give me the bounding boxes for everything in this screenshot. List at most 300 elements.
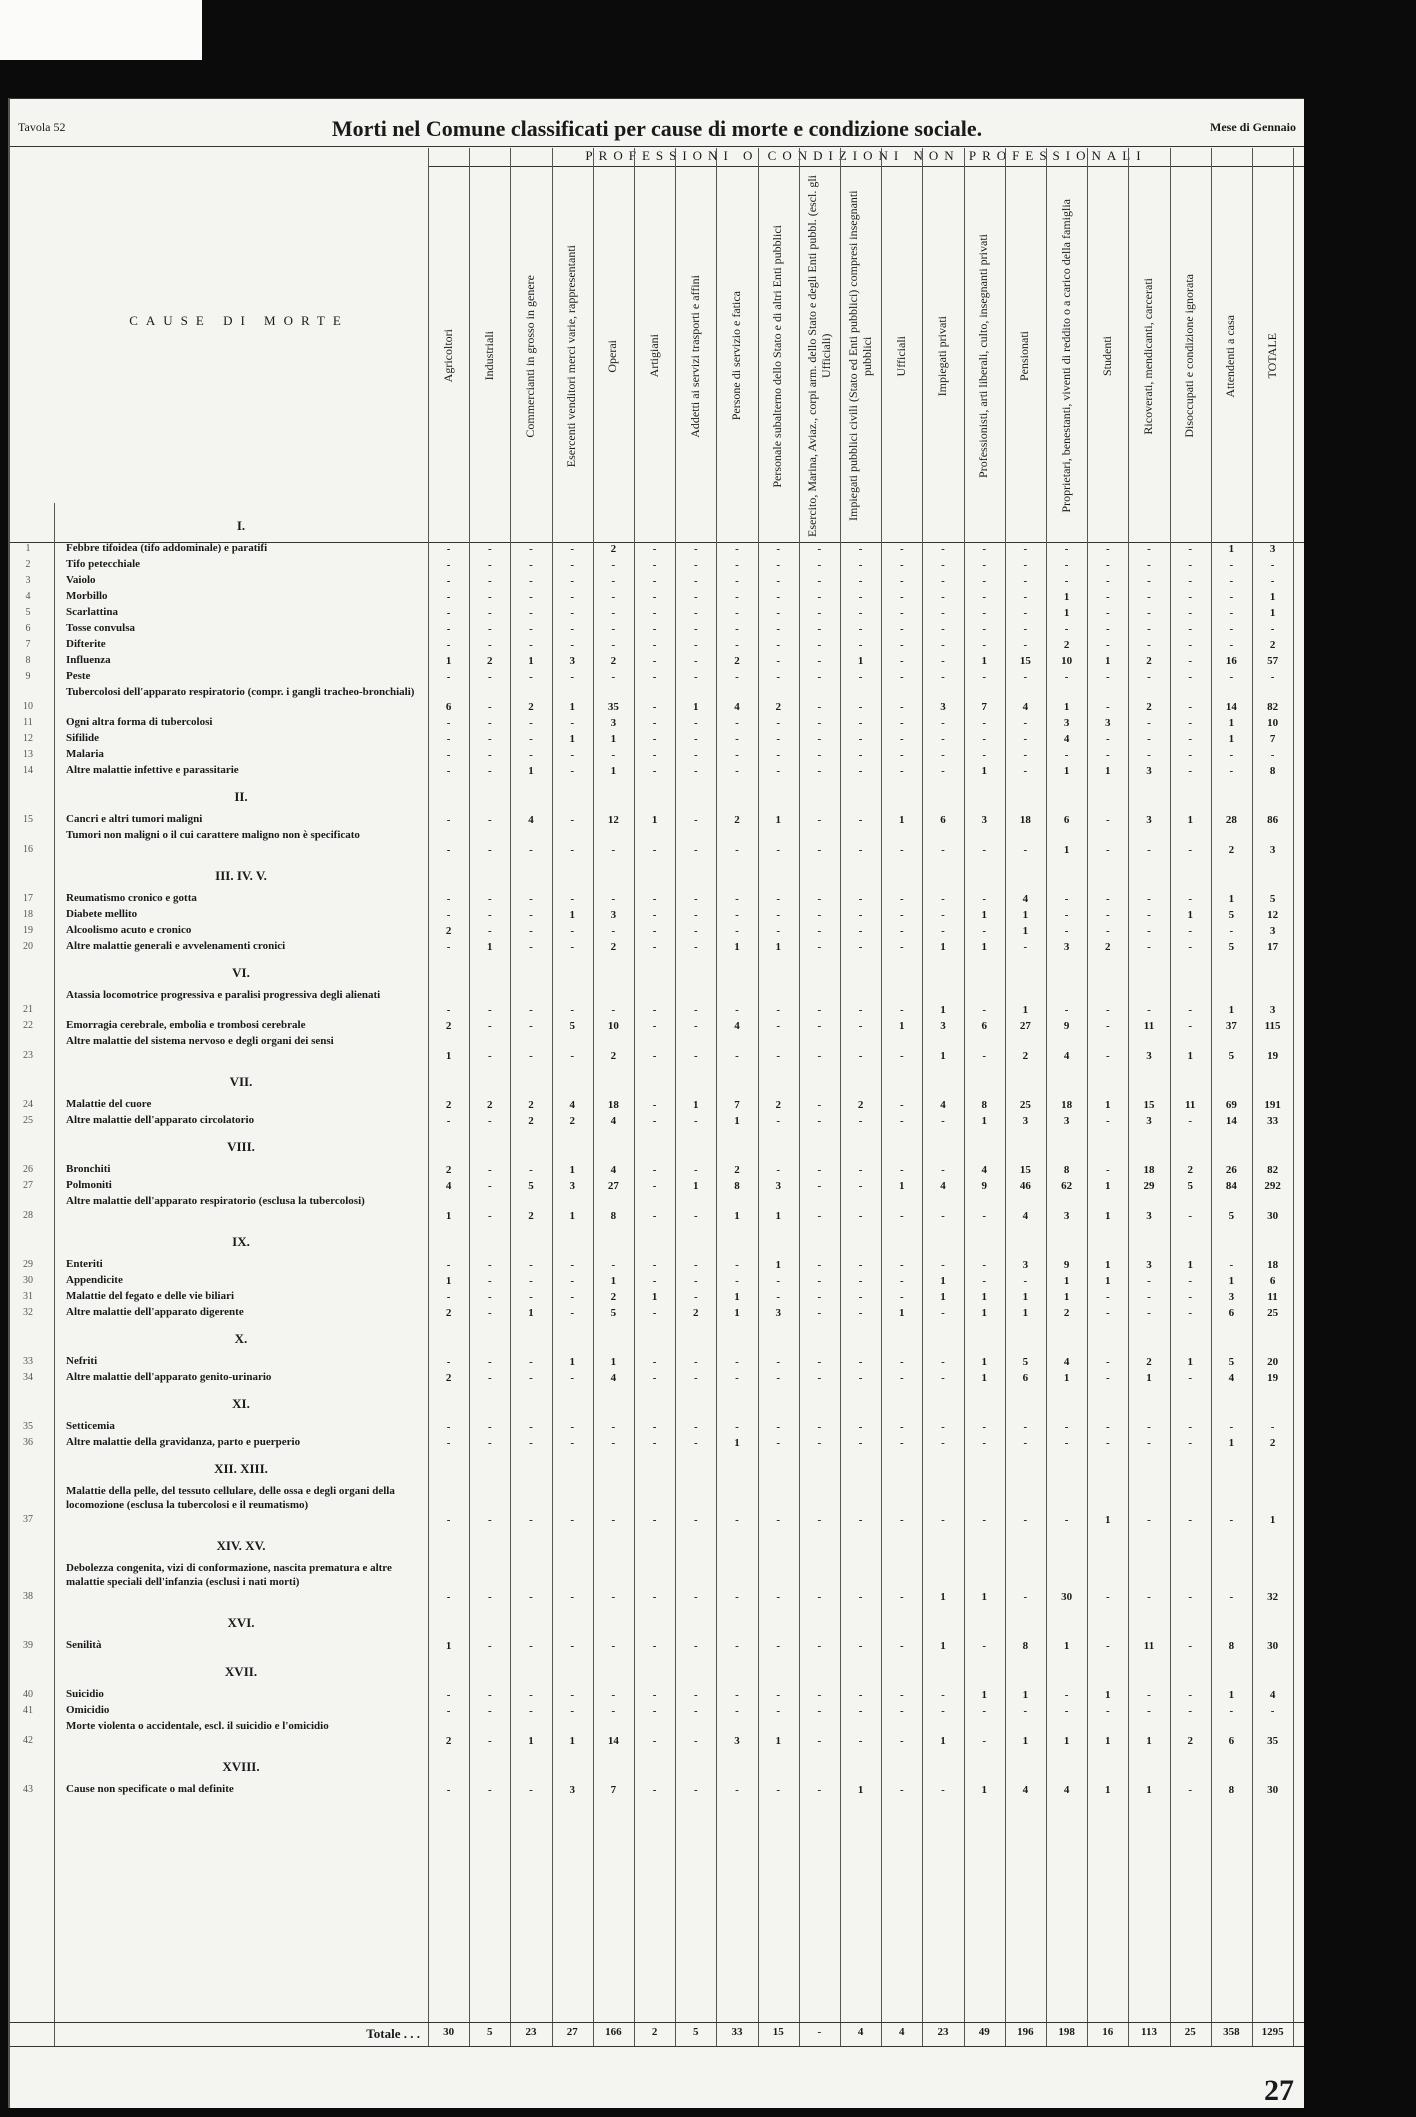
value-cell: 1 (1187, 1259, 1193, 1271)
value-cell: - (858, 607, 863, 619)
value-cell: - (652, 591, 657, 603)
value-cell: - (1105, 623, 1110, 635)
value-cell: - (776, 1514, 781, 1526)
value-cell: - (1188, 671, 1193, 683)
value-cell: 1 (1228, 1275, 1235, 1287)
value-cell: 5 (610, 1307, 617, 1319)
value-cell: 6 (1063, 814, 1070, 826)
value-cell: 1 (1105, 1099, 1111, 1111)
column-header (922, 170, 963, 542)
value-cell: 3 (1105, 717, 1111, 729)
value-cell: - (858, 1307, 863, 1319)
value-cell: 11 (1143, 1020, 1155, 1032)
value-cell: - (858, 671, 863, 683)
value-cell: - (1105, 1050, 1110, 1062)
top-margin-paper (0, 0, 202, 60)
value-cell: - (817, 671, 822, 683)
value-cell: 4 (610, 1372, 617, 1384)
value-cell: - (858, 543, 863, 555)
cause-name: Ogni altra forma di tubercolosi (66, 716, 213, 728)
value-cell: 1 (693, 1099, 699, 1111)
value-cell: - (858, 717, 863, 729)
value-cell: 9 (981, 1180, 987, 1192)
value-cell: 2 (610, 655, 617, 667)
value-cell: - (817, 717, 822, 729)
value-cell: - (1023, 591, 1028, 603)
value-cell: - (611, 925, 616, 937)
value-cell: 4 (610, 1115, 617, 1127)
value-cell: - (1147, 623, 1151, 635)
value-cell: - (570, 575, 575, 587)
value-cell: - (652, 701, 657, 713)
total-cell: 358 (1223, 2026, 1240, 2038)
value-cell: - (487, 1689, 492, 1701)
value-cell: - (1270, 623, 1275, 635)
value-cell: 4 (1022, 701, 1029, 713)
value-cell: 1 (528, 765, 534, 777)
value-cell: - (1105, 925, 1110, 937)
table-row (10, 907, 1304, 923)
value-cell: 4 (734, 701, 740, 713)
value-cell: - (570, 591, 575, 603)
value-cell: - (982, 1275, 987, 1287)
cause-name: Tubercolosi dell'apparato respiratorio (compr. i gangli tracheo-bronchiali) (66, 686, 415, 698)
value-cell: - (1188, 765, 1193, 777)
row-number: 14 (23, 765, 33, 776)
row-number: 18 (23, 909, 33, 920)
value-cell: - (899, 717, 904, 729)
value-cell: 2 (528, 1115, 534, 1127)
value-cell: - (1188, 893, 1193, 905)
value-cell: - (611, 1259, 616, 1271)
value-cell: - (487, 844, 492, 856)
row-number: 31 (23, 1291, 33, 1302)
value-cell: - (529, 1421, 533, 1433)
value-cell: - (817, 1421, 822, 1433)
title-rule (10, 146, 1304, 147)
value-cell: - (982, 1050, 987, 1062)
value-cell: - (776, 1050, 781, 1062)
value-cell: - (652, 1689, 657, 1701)
value-cell: - (858, 701, 863, 713)
value-cell: - (446, 543, 451, 555)
value-cell: 6 (940, 814, 946, 826)
value-cell: 4 (1063, 1356, 1070, 1368)
value-cell: - (776, 575, 781, 587)
column-header-label: Agricoltori (440, 329, 455, 383)
value-cell: - (1188, 1437, 1193, 1449)
value-cell: 8 (1228, 1784, 1235, 1796)
value-cell: - (446, 749, 451, 761)
cause-name: Altre malattie dell'apparato genito-urinario (66, 1371, 272, 1383)
value-cell: - (735, 1004, 739, 1016)
value-cell: - (735, 671, 739, 683)
column-header (469, 170, 510, 542)
value-cell: 1 (569, 1164, 575, 1176)
value-cell: 18 (607, 1099, 619, 1111)
table-row (10, 1687, 1304, 1703)
table-row (10, 1273, 1304, 1289)
column-header-label: Industriali (481, 331, 496, 381)
value-cell: - (446, 1259, 451, 1271)
value-cell: - (487, 765, 492, 777)
column-header (964, 170, 1005, 542)
column-header-label: Persone di servizio e fatica (729, 291, 744, 421)
value-cell: 1 (651, 1291, 658, 1303)
value-cell: 1 (693, 1180, 699, 1192)
value-cell: - (487, 575, 492, 587)
value-cell: 1 (1022, 1735, 1029, 1747)
section-heading: XIV. XV. (216, 1538, 266, 1553)
value-cell: 3 (1269, 925, 1276, 937)
value-cell: 1 (734, 1115, 740, 1127)
value-cell: - (529, 623, 533, 635)
value-cell: 6 (1022, 1372, 1029, 1384)
value-cell: - (1147, 844, 1151, 856)
column-divider (1087, 148, 1088, 2046)
table-row (10, 1719, 1304, 1749)
table-row (10, 669, 1304, 685)
value-cell: - (487, 1421, 492, 1433)
row-number: 39 (23, 1640, 33, 1651)
value-cell: - (1023, 671, 1028, 683)
value-cell: - (899, 1514, 904, 1526)
cause-name: Altre malattie dell'apparato circolatorio (66, 1114, 255, 1126)
value-cell: - (899, 1004, 904, 1016)
value-cell: - (1229, 607, 1234, 619)
value-cell: 1 (775, 814, 781, 826)
value-cell: - (817, 1372, 822, 1384)
value-cell: - (817, 1356, 822, 1368)
value-cell: - (899, 1640, 904, 1652)
value-cell: - (1147, 1437, 1151, 1449)
value-cell: 2 (528, 1099, 534, 1111)
value-cell: - (1188, 543, 1193, 555)
value-cell: - (1105, 575, 1110, 587)
value-cell: - (1105, 1004, 1110, 1016)
table-row (10, 1257, 1304, 1273)
value-cell: - (1023, 1705, 1028, 1717)
row-number: 29 (23, 1259, 33, 1270)
value-cell: - (693, 575, 698, 587)
value-cell: - (1188, 655, 1193, 667)
value-cell: 3 (1146, 765, 1152, 777)
value-cell: - (858, 1020, 863, 1032)
value-cell: 115 (1264, 1020, 1281, 1032)
row-number: 2 (25, 559, 31, 570)
value-cell: - (858, 1372, 863, 1384)
total-cell: 23 (937, 2026, 949, 2038)
value-cell: 11 (1267, 1291, 1278, 1303)
table-row (10, 1638, 1304, 1654)
value-cell: 7 (734, 1099, 740, 1111)
value-cell: - (776, 607, 781, 619)
value-cell: - (487, 733, 492, 745)
column-divider (593, 148, 594, 2046)
value-cell: - (652, 543, 657, 555)
row-number: 19 (23, 925, 33, 936)
value-cell: - (529, 941, 533, 953)
value-cell: 1 (1105, 1259, 1111, 1271)
value-cell: 1 (899, 814, 905, 826)
column-header-label: Attendenti a casa (1223, 314, 1238, 398)
value-cell: 8 (734, 1180, 740, 1192)
value-cell: - (652, 749, 657, 761)
value-cell: - (858, 1640, 863, 1652)
row-number: 40 (23, 1689, 33, 1700)
value-cell: 2 (445, 925, 452, 937)
value-cell: - (570, 1372, 575, 1384)
value-cell: 1 (528, 655, 534, 667)
value-cell: - (570, 925, 575, 937)
value-cell: 1 (1022, 925, 1029, 937)
band-rule (428, 166, 1304, 167)
table-row (10, 1561, 1304, 1605)
value-cell: 4 (981, 1164, 987, 1176)
value-cell: - (529, 844, 533, 856)
value-cell: - (776, 543, 781, 555)
value-cell: 25 (1019, 1099, 1031, 1111)
value-cell: - (982, 844, 987, 856)
value-cell: - (570, 1591, 575, 1603)
value-cell: 1 (1105, 1689, 1111, 1701)
value-cell: - (899, 1164, 904, 1176)
value-cell: 1 (1105, 1514, 1111, 1526)
value-cell: - (1188, 925, 1193, 937)
value-cell: - (570, 1437, 575, 1449)
value-cell: 2 (775, 701, 781, 713)
value-cell: 18 (1019, 814, 1031, 826)
value-cell: - (982, 1640, 987, 1652)
value-cell: - (1105, 1705, 1110, 1717)
value-cell: - (817, 1275, 822, 1287)
value-cell: - (858, 1050, 863, 1062)
value-cell: - (529, 749, 533, 761)
value-cell: - (487, 1437, 492, 1449)
value-cell: - (529, 1020, 533, 1032)
column-divider (1252, 148, 1253, 2046)
value-cell: - (982, 623, 987, 635)
value-cell: - (446, 1591, 451, 1603)
value-cell: 3 (940, 701, 946, 713)
value-cell: - (652, 1259, 657, 1271)
value-cell: 3 (734, 1735, 740, 1747)
value-cell: - (776, 1437, 781, 1449)
value-cell: - (487, 623, 492, 635)
value-cell: 1 (1146, 1735, 1152, 1747)
value-cell: 1 (1187, 814, 1193, 826)
value-cell: - (1023, 1275, 1028, 1287)
value-cell: - (652, 575, 657, 587)
total-cell: 4 (899, 2026, 905, 2038)
row-number: 8 (25, 655, 31, 666)
value-cell: - (858, 1275, 863, 1287)
value-cell: - (817, 925, 822, 937)
value-cell: - (776, 1421, 781, 1433)
value-cell: 33 (1267, 1115, 1279, 1127)
value-cell: - (1188, 733, 1193, 745)
value-cell: - (693, 543, 698, 555)
value-cell: 1 (1105, 1735, 1111, 1747)
value-cell: 2 (610, 1291, 617, 1303)
column-divider (1128, 148, 1129, 2046)
value-cell: 1 (940, 941, 946, 953)
value-cell: 1 (1228, 893, 1235, 905)
value-cell: - (693, 1437, 698, 1449)
value-cell: 1 (1063, 701, 1070, 713)
value-cell: - (817, 1099, 822, 1111)
value-cell: 8 (610, 1210, 617, 1222)
value-cell: - (776, 893, 781, 905)
value-cell: 1 (1228, 1689, 1235, 1701)
value-cell: - (735, 639, 739, 651)
table-row (10, 828, 1304, 858)
value-cell: - (735, 733, 739, 745)
value-cell: - (899, 925, 904, 937)
value-cell: - (446, 765, 451, 777)
value-cell: - (776, 1784, 781, 1796)
value-cell: - (858, 1004, 863, 1016)
value-cell: - (570, 1004, 575, 1016)
cause-name: Omicidio (66, 1704, 110, 1716)
value-cell: - (899, 607, 904, 619)
cause-name: Febbre tifoidea (tifo addominale) e paratifi (66, 542, 268, 554)
value-cell: - (776, 1640, 781, 1652)
column-divider (840, 148, 841, 2046)
value-cell: 2 (1146, 1356, 1152, 1368)
value-cell: 3 (940, 1020, 946, 1032)
value-cell: - (1105, 1372, 1110, 1384)
value-cell: - (487, 591, 492, 603)
column-header (634, 170, 675, 542)
value-cell: - (899, 1099, 904, 1111)
value-cell: - (817, 1437, 822, 1449)
value-cell: - (735, 607, 739, 619)
value-cell: - (1105, 1437, 1110, 1449)
value-cell: - (570, 844, 575, 856)
value-cell: - (817, 941, 822, 953)
value-cell: 20 (1267, 1356, 1279, 1368)
value-cell: - (817, 1259, 822, 1271)
value-cell: - (899, 671, 904, 683)
value-cell: - (982, 1514, 987, 1526)
value-cell: - (693, 655, 698, 667)
value-cell: - (735, 1784, 739, 1796)
value-cell: - (1147, 717, 1151, 729)
row-number: 4 (25, 591, 31, 602)
value-cell: - (1064, 671, 1069, 683)
value-cell: - (776, 1164, 781, 1176)
value-cell: - (1229, 671, 1234, 683)
value-cell: - (982, 1210, 987, 1222)
cause-name: Altre malattie della gravidanza, parto e puerperio (66, 1436, 301, 1448)
column-header-label: Disoccupati e condizione ignorata (1182, 274, 1197, 438)
value-cell: 1 (1228, 1437, 1235, 1449)
value-cell: - (817, 591, 822, 603)
value-cell: - (1188, 607, 1193, 619)
value-cell: - (693, 1372, 698, 1384)
value-cell: - (1147, 591, 1151, 603)
value-cell: - (982, 1004, 987, 1016)
value-cell: - (899, 1275, 904, 1287)
value-cell: - (1105, 749, 1110, 761)
value-cell: 2 (445, 1020, 452, 1032)
value-cell: - (693, 1356, 698, 1368)
value-cell: - (446, 559, 451, 571)
value-cell: 292 (1264, 1180, 1281, 1192)
value-cell: - (693, 1050, 698, 1062)
row-number: 25 (23, 1115, 33, 1126)
value-cell: - (1147, 1705, 1151, 1717)
value-cell: - (1105, 639, 1110, 651)
value-cell: - (776, 655, 781, 667)
value-cell: - (446, 1115, 451, 1127)
value-cell: - (570, 639, 575, 651)
cause-column-header: CAUSE DI MORTE (129, 313, 349, 328)
value-cell: 1 (1228, 733, 1235, 745)
value-cell: - (570, 559, 575, 571)
column-divider (758, 148, 759, 2046)
value-cell: 1 (1063, 607, 1070, 619)
value-cell: - (817, 1115, 822, 1127)
value-cell: 84 (1225, 1180, 1237, 1192)
value-cell: 1 (1269, 591, 1276, 603)
value-cell: - (858, 1164, 863, 1176)
value-cell: 1 (734, 1210, 740, 1222)
column-header-label: Artigiani (646, 334, 661, 378)
value-cell: 1 (1063, 1735, 1070, 1747)
value-cell: - (652, 1099, 657, 1111)
column-header (716, 170, 757, 542)
value-cell: 2 (528, 701, 534, 713)
value-cell: - (446, 1004, 451, 1016)
section-heading: VI. (232, 965, 250, 980)
value-cell: - (1023, 765, 1028, 777)
value-cell: - (817, 1307, 822, 1319)
value-cell: - (1023, 1421, 1028, 1433)
value-cell: - (487, 909, 492, 921)
value-cell: - (570, 543, 575, 555)
total-cell: - (817, 2026, 822, 2038)
total-cell: 25 (1184, 2026, 1196, 2038)
value-cell: - (652, 909, 657, 921)
value-cell: - (446, 1291, 451, 1303)
value-cell: - (1105, 559, 1110, 571)
value-cell: - (941, 655, 945, 667)
value-cell: - (570, 607, 575, 619)
table-row (10, 1178, 1304, 1194)
value-cell: - (776, 909, 781, 921)
value-cell: 1 (857, 1784, 864, 1796)
value-cell: - (941, 543, 945, 555)
value-cell: - (1188, 623, 1193, 635)
value-cell: 3 (1146, 1050, 1152, 1062)
value-cell: 1 (1269, 607, 1276, 619)
cause-name: Altre malattie generali e avvelenamenti cronici (66, 940, 286, 952)
value-cell: - (446, 671, 451, 683)
value-cell: 1 (775, 1259, 781, 1271)
value-cell: - (941, 1784, 945, 1796)
value-cell: - (529, 1259, 533, 1271)
value-cell: 32 (1267, 1591, 1279, 1603)
value-cell: - (982, 543, 987, 555)
table-row (10, 1354, 1304, 1370)
value-cell: 9 (1063, 1020, 1070, 1032)
cause-name: Cause non specificate o mal definite (66, 1783, 234, 1795)
value-cell: 6 (1269, 1275, 1276, 1287)
value-cell: 1 (734, 941, 740, 953)
value-cell: - (1064, 925, 1069, 937)
